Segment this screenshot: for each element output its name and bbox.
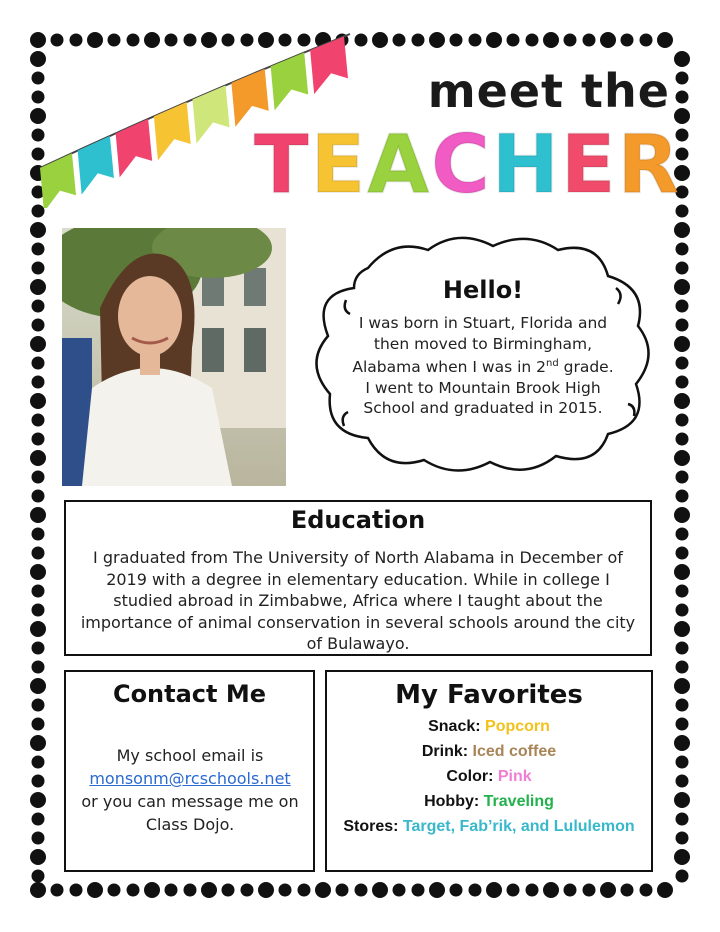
title-letter: T [254,118,311,211]
education-title: Education [290,506,426,534]
contact-line-1: My school email is [116,746,264,765]
contact-title: Contact Me [112,680,267,708]
favorite-item: Hobby: Traveling [424,793,554,810]
hello-title: Hello! [442,276,524,304]
hello-text: I was born in Stuart, Florida and then moved to Birmingham, Alabama when I was in 2nd grade. I went to Mountain Brook High School and graduated in 2015. [352,314,614,418]
favorite-item: Drink: Iced coffee [421,743,557,760]
favorites-list [330,714,648,839]
teacher-photo [62,228,286,486]
title-letter: E [560,118,618,211]
title-letter: R [617,118,682,211]
contact-text [72,744,308,836]
favorites-title: My Favorites [395,680,583,710]
title-letter: E [310,118,368,211]
education-text: I graduated from The University of North Alabama in December of 2019 with a degree in elementary education. While in college I studied abroad in Zimbabwe, Africa where I taught about the importance of animal conservation in several schools around the city of Bulawayo. [80,548,636,653]
title-letter: H [491,118,561,211]
title-letter: C [431,118,492,211]
contact-line-2: or you can message me on Class Dojo. [81,792,299,834]
page-subtitle: meet the [427,64,670,118]
email-link[interactable]: monsonm@rcschools.net [89,769,291,788]
favorite-item: Snack: Popcorn [428,718,550,735]
favorite-item: Stores: Target, Fab’rik, and Lululemon [343,818,635,835]
favorite-item: Color: Pink [446,768,532,785]
page-title [254,118,682,211]
title-letter: A [367,118,432,211]
